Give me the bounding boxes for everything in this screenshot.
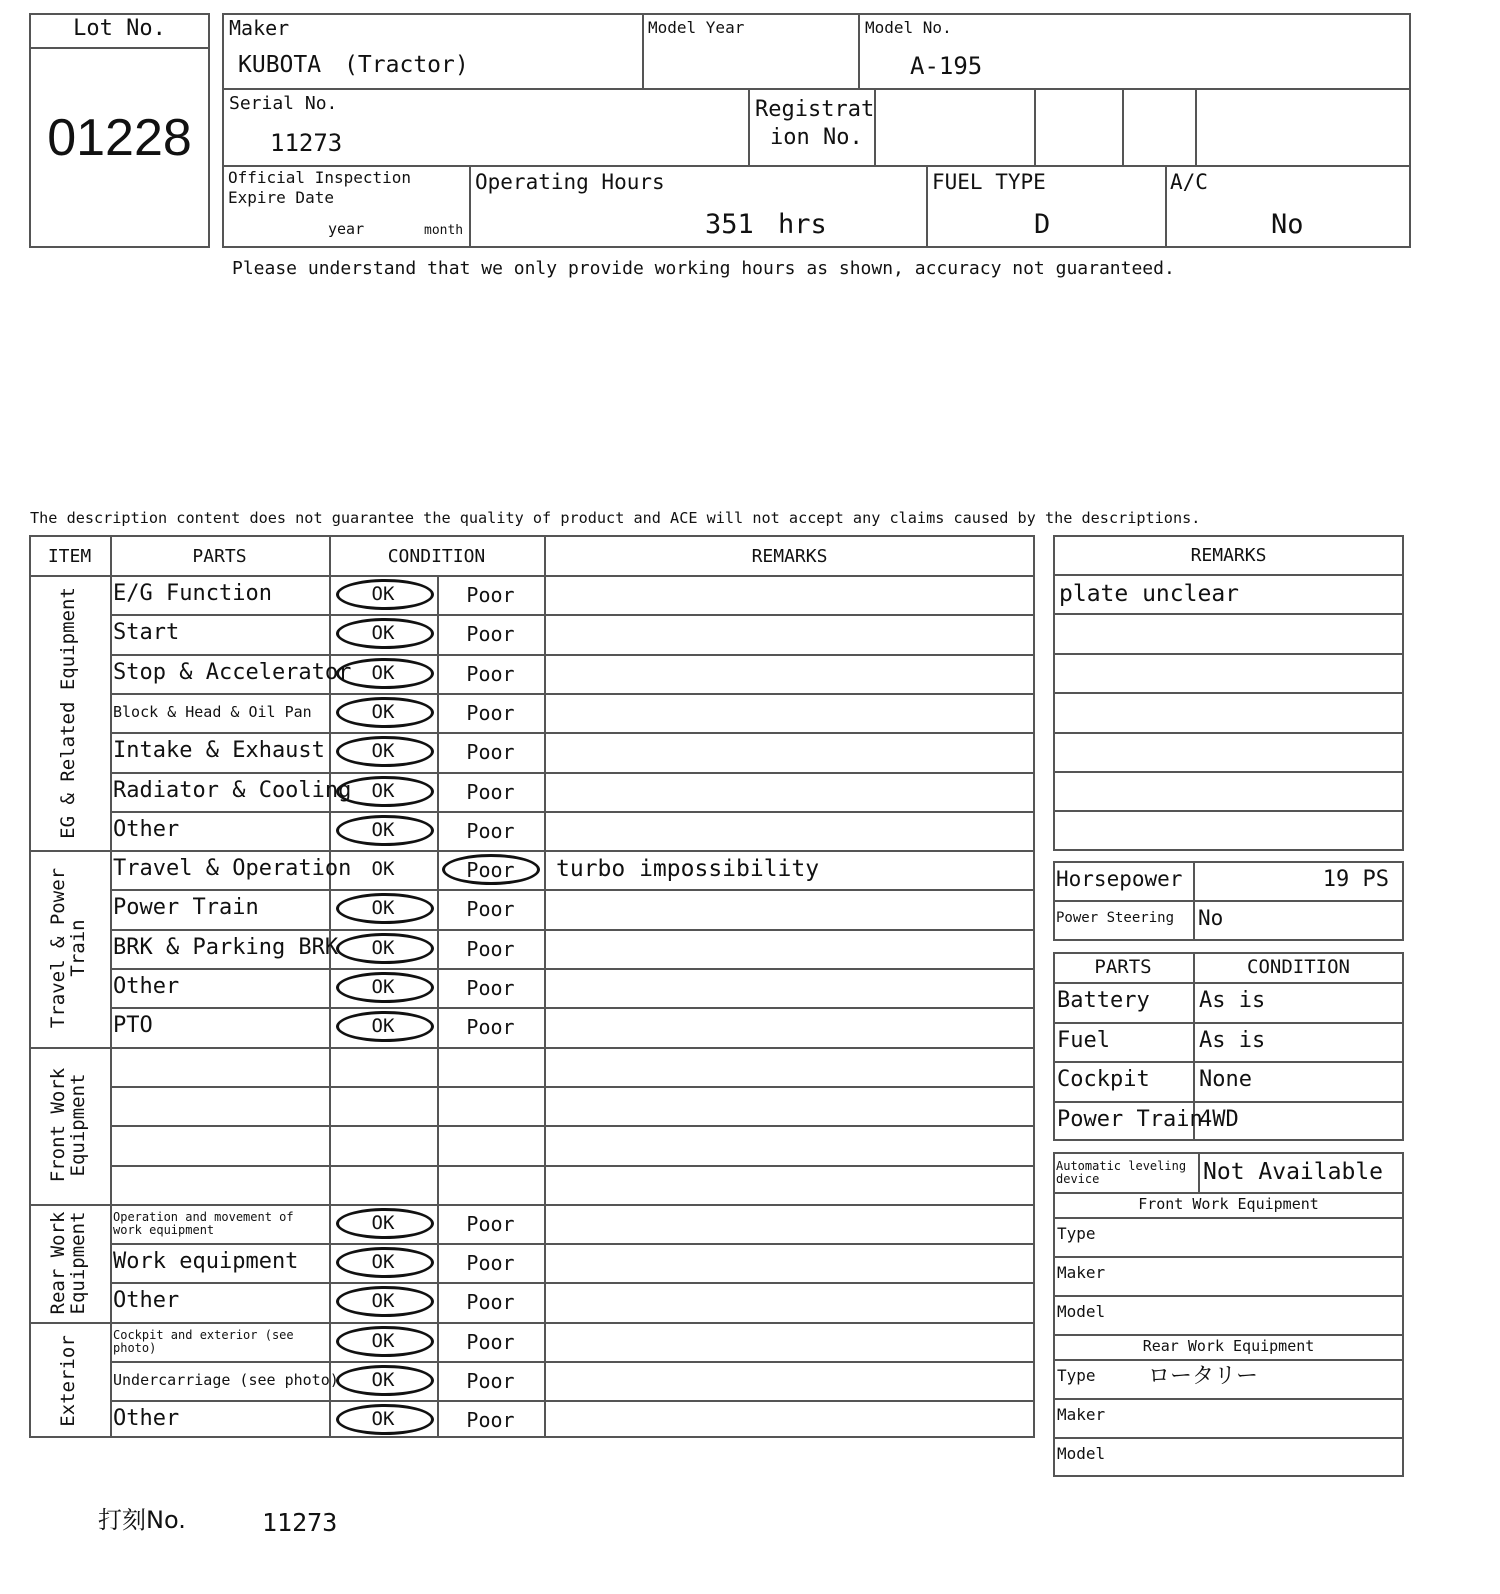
operating-hours-value: 351 — [705, 209, 754, 240]
parts-condition-part: Power Train — [1057, 1107, 1203, 1133]
condition-ok: OK — [371, 740, 395, 763]
row-divider — [110, 1282, 1035, 1284]
month-label: month — [424, 223, 464, 238]
item-group-label — [59, 1335, 79, 1427]
header-divider — [1053, 982, 1404, 984]
row-divider — [1053, 1359, 1404, 1361]
ok-selected-mark — [336, 776, 434, 807]
row-divider — [110, 1361, 1035, 1363]
condition-ok: OK — [371, 858, 395, 881]
row-divider — [1053, 732, 1404, 734]
col-divider — [926, 165, 928, 248]
row-divider — [1053, 1022, 1404, 1024]
condition-poor: Poor — [466, 936, 515, 961]
horsepower-label: Horsepower — [1056, 867, 1183, 891]
col-divider — [642, 13, 644, 88]
row-divider — [110, 1165, 1035, 1167]
part-label: Work equipment — [113, 1249, 299, 1275]
condition-ok: OK — [371, 622, 395, 645]
ok-selected-mark — [336, 815, 434, 846]
condition-poor: Poor — [466, 1408, 515, 1433]
condition-ok: OK — [371, 661, 395, 684]
item-group-label-line: Travel & Power — [47, 868, 70, 1029]
stamp-no-label: 打刻No. — [98, 1506, 186, 1534]
condition-poor: Poor — [466, 897, 515, 922]
ok-selected-mark — [336, 1208, 434, 1239]
leveling-label: Automatic leveling device — [1056, 1159, 1187, 1187]
row-divider — [29, 1047, 1035, 1049]
fuel-type-label: FUEL TYPE — [932, 170, 1046, 194]
part-label: Power Train — [113, 895, 259, 921]
power-steering-value: No — [1198, 906, 1224, 930]
col-divider — [1122, 88, 1124, 165]
condition-poor: Poor — [466, 740, 515, 765]
fuel-type-value: D — [1034, 209, 1051, 240]
equipment-field-label: Type — [1057, 1366, 1096, 1385]
part-label: Radiator & Cooling — [113, 777, 352, 803]
row-divider — [110, 811, 1035, 813]
condition-poor: Poor — [466, 1329, 515, 1354]
row-divider — [110, 929, 1035, 931]
header-divider — [29, 575, 1035, 577]
row-divider — [110, 614, 1035, 616]
part-label: Undercarriage (see photo) — [113, 1371, 339, 1389]
row-divider — [222, 88, 1411, 90]
row-divider — [110, 1086, 1035, 1088]
col-header-parts: PARTS — [192, 546, 247, 567]
item-group-label — [49, 1211, 89, 1314]
item-group-label-line: Exterior — [57, 1334, 80, 1427]
condition-ok: OK — [371, 936, 395, 959]
ok-selected-mark — [336, 697, 434, 728]
ok-selected-mark — [336, 1326, 434, 1357]
condition-poor: Poor — [466, 858, 515, 883]
row-divider — [110, 1400, 1035, 1402]
condition-ok: OK — [371, 1211, 395, 1234]
side-remark-text: plate unclear — [1059, 581, 1240, 607]
model-no-value: A-195 — [910, 52, 983, 80]
row-divider — [1053, 1192, 1404, 1194]
row-divider — [1053, 653, 1404, 655]
model-no-label: Model No. — [865, 18, 952, 37]
equipment-field-label: Maker — [1057, 1263, 1106, 1282]
equipment-field-label: Model — [1057, 1302, 1106, 1321]
condition-ok: OK — [371, 700, 395, 723]
parts-condition-value: None — [1199, 1067, 1252, 1093]
part-label: Operation and movement of work equipment — [113, 1209, 294, 1237]
item-group-label — [49, 1068, 89, 1182]
remark-text: turbo impossibility — [556, 856, 820, 883]
item-group-label-line: Rear Work — [47, 1211, 70, 1315]
serial-label: Serial No. — [229, 93, 338, 114]
equipment-field-label: Type — [1057, 1224, 1096, 1243]
row-divider — [1053, 1256, 1404, 1258]
item-group-label-line: EG & Related Equipment — [57, 586, 80, 839]
lot-label: Lot No. — [73, 16, 166, 41]
poor-selected-mark — [442, 854, 540, 885]
serial-value: 11273 — [270, 129, 343, 157]
col-divider — [1198, 1152, 1200, 1192]
col-divider — [110, 535, 112, 1438]
row-divider — [1053, 1398, 1404, 1400]
equipment-field-value: ロータリー — [1148, 1364, 1259, 1389]
row-divider — [1053, 1061, 1404, 1063]
part-label: Intake & Exhaust — [113, 738, 325, 764]
part-label: Other — [113, 1288, 180, 1314]
row-divider — [1053, 692, 1404, 694]
header-divider — [1053, 574, 1404, 576]
row-divider — [110, 889, 1035, 891]
col-divider — [1034, 88, 1036, 165]
item-group-label — [59, 587, 79, 839]
col-divider — [469, 165, 471, 248]
inspection-label: Official Inspection — [228, 168, 412, 187]
maker-label: Maker — [229, 16, 290, 40]
condition-ok: OK — [371, 897, 395, 920]
disclaimer: The description content does not guarantee the quality of product and ACE will not accept any claims caused by the descriptions. — [30, 509, 1201, 527]
condition-ok: OK — [371, 818, 395, 841]
row-divider — [1053, 1101, 1404, 1103]
ok-selected-mark — [336, 579, 434, 610]
parts-condition-value: As is — [1199, 988, 1266, 1013]
ok-selected-mark — [336, 933, 434, 964]
part-label: Other — [113, 816, 180, 842]
item-group-label — [49, 868, 89, 1028]
item-group-label-line: Equipment — [67, 1211, 89, 1315]
year-label: year — [328, 220, 365, 238]
row-divider — [110, 654, 1035, 656]
col-divider — [1195, 88, 1197, 165]
col-divider — [544, 535, 546, 1438]
col-divider — [1165, 165, 1167, 248]
condition-poor: Poor — [466, 700, 515, 725]
equipment-field-label: Model — [1057, 1444, 1106, 1463]
condition-ok: OK — [371, 1290, 395, 1313]
col-divider — [858, 13, 860, 88]
condition-poor: Poor — [466, 661, 515, 686]
row-divider — [1053, 1334, 1404, 1336]
part-label: E/G Function — [113, 581, 272, 606]
registration-label: Registrat — [755, 97, 875, 122]
operating-hours-unit: hrs — [778, 209, 827, 240]
col-divider — [748, 88, 750, 165]
item-group-label-line: Equipment — [67, 1073, 89, 1177]
condition-ok: OK — [371, 1015, 395, 1038]
parts-condition-col-parts: PARTS — [1094, 956, 1152, 978]
lot-number: 01228 — [47, 109, 192, 167]
col-header-condition: CONDITION — [387, 546, 486, 567]
row-divider — [1053, 900, 1404, 902]
condition-ok: OK — [371, 1369, 395, 1391]
row-divider — [110, 693, 1035, 695]
rear-equipment-title: Rear Work Equipment — [1142, 1337, 1315, 1355]
condition-ok: OK — [371, 976, 395, 998]
row-divider — [110, 1243, 1035, 1245]
item-group-label-line: Train — [67, 919, 89, 977]
part-label: PTO — [113, 1013, 153, 1039]
part-label: Other — [113, 1406, 180, 1432]
parts-condition-part: Fuel — [1057, 1027, 1110, 1053]
row-divider — [29, 850, 1035, 852]
row-divider — [29, 1204, 1035, 1206]
condition-poor: Poor — [466, 1290, 515, 1315]
row-divider — [1053, 810, 1404, 812]
condition-poor: Poor — [466, 779, 515, 804]
parts-condition-part: Cockpit — [1057, 1067, 1150, 1093]
item-group-label-line: Front Work — [47, 1067, 70, 1183]
condition-poor: Poor — [466, 1251, 515, 1276]
row-divider — [110, 1007, 1035, 1009]
horsepower-value: 19 PS — [1322, 867, 1389, 892]
parts-condition-value: 4WD — [1199, 1107, 1239, 1133]
model-year-label: Model Year — [648, 18, 745, 37]
part-label: Travel & Operation — [113, 856, 352, 882]
condition-ok: OK — [371, 583, 395, 605]
ac-label: A/C — [1170, 170, 1208, 194]
ac-value: No — [1271, 209, 1304, 240]
ok-selected-mark — [336, 658, 434, 689]
side-remarks-header: REMARKS — [1190, 545, 1267, 566]
part-label: Other — [113, 974, 180, 999]
part-label: Cockpit and exterior (see photo) — [113, 1327, 294, 1355]
row-divider — [110, 1125, 1035, 1127]
ok-selected-mark — [336, 1365, 434, 1396]
row-divider — [1053, 1295, 1404, 1297]
condition-poor: Poor — [466, 622, 515, 647]
col-divider — [874, 88, 876, 165]
row-divider — [1053, 1437, 1404, 1439]
row-divider — [110, 732, 1035, 734]
row-divider — [110, 968, 1035, 970]
row-divider — [1053, 1217, 1404, 1219]
row-divider — [222, 165, 1411, 167]
ok-selected-mark — [336, 972, 434, 1003]
condition-poor: Poor — [466, 583, 515, 607]
row-divider — [29, 1322, 1035, 1324]
condition-ok: OK — [371, 1408, 395, 1431]
power-steering-label: Power Steering — [1056, 910, 1175, 926]
col-header-remarks: REMARKS — [751, 546, 828, 567]
part-label: Block & Head & Oil Pan — [113, 702, 312, 721]
part-label: Stop & Accelerator — [113, 659, 352, 685]
row-divider — [1053, 771, 1404, 773]
stamp-no-value: 11273 — [262, 1508, 338, 1537]
part-label: BRK & Parking BRK — [113, 934, 339, 960]
parts-condition-part: Battery — [1057, 988, 1150, 1013]
leveling-value: Not Available — [1203, 1159, 1384, 1185]
part-label: Start — [113, 620, 180, 646]
hours-notice: Please understand that we only provide working hours as shown, accuracy not guaranteed. — [232, 258, 1175, 279]
parts-condition-col-condition: CONDITION — [1247, 956, 1350, 978]
front-equipment-title: Front Work Equipment — [1138, 1195, 1319, 1213]
maker-value: KUBOTA (Tractor) — [238, 52, 469, 78]
row-divider — [1053, 613, 1404, 615]
condition-ok: OK — [371, 779, 395, 802]
ok-selected-mark — [336, 1247, 434, 1278]
col-header-item: ITEM — [47, 546, 92, 567]
condition-poor: Poor — [466, 818, 515, 843]
condition-poor: Poor — [466, 976, 515, 1000]
condition-ok: OK — [371, 1329, 395, 1352]
row-divider — [110, 772, 1035, 774]
registration-label-2: ion No. — [770, 125, 863, 150]
ok-selected-mark — [336, 736, 434, 767]
equipment-field-label: Maker — [1057, 1405, 1106, 1424]
condition-poor: Poor — [466, 1369, 515, 1393]
condition-poor: Poor — [466, 1015, 515, 1040]
condition-poor: Poor — [466, 1211, 515, 1236]
lot-divider — [29, 47, 210, 49]
inspection-label-2: Expire Date — [228, 188, 334, 207]
condition-ok: OK — [371, 1251, 395, 1274]
parts-condition-value: As is — [1199, 1027, 1266, 1053]
operating-hours-label: Operating Hours — [475, 170, 665, 194]
